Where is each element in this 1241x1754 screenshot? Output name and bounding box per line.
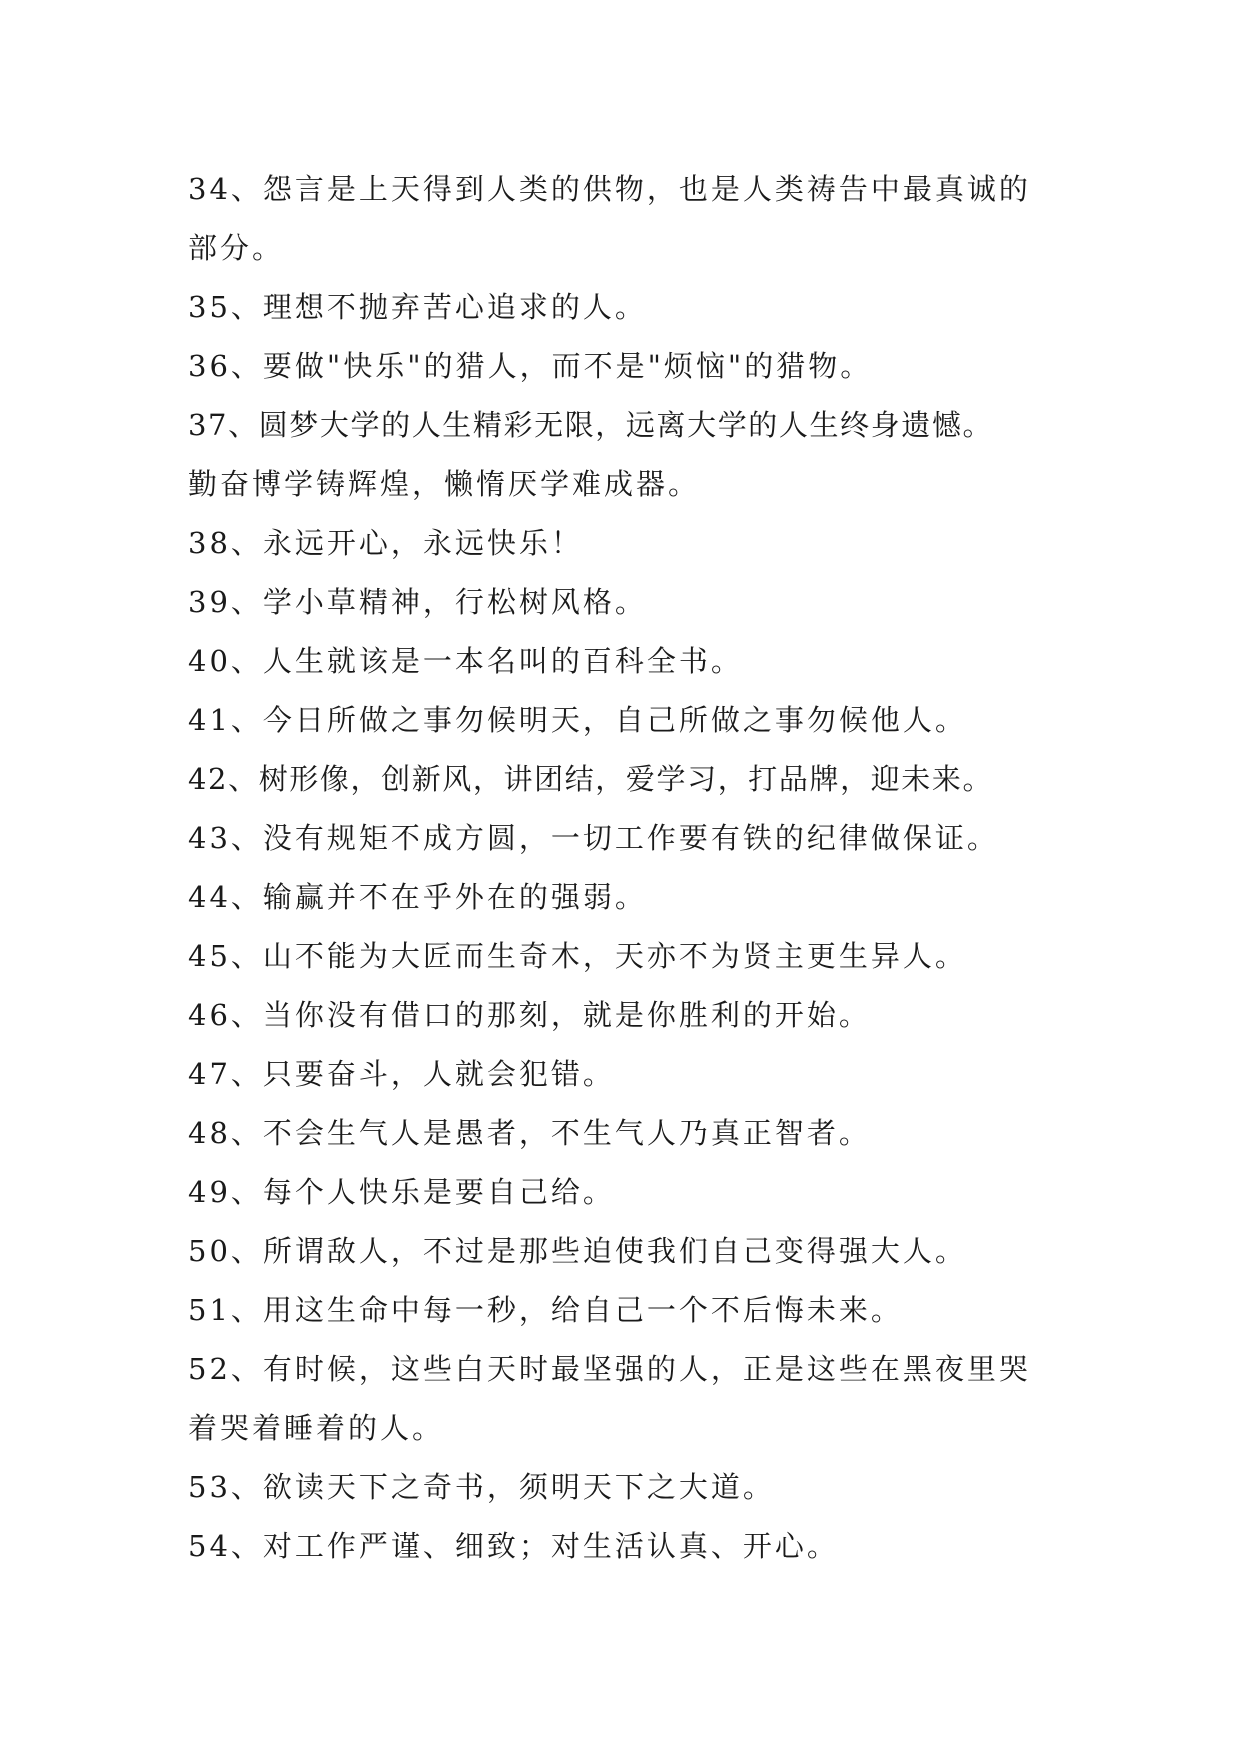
text-line: 50、所谓敌人，不过是那些迫使我们自己变得强大人。 (188, 1234, 967, 1268)
text-line: 34、怨言是上天得到人类的供物，也是人类祷告中最真诚的 (188, 172, 1031, 206)
text-line: 35、理想不抛弃苦心追求的人。 (188, 290, 647, 324)
text-line: 38、永远开心，永远快乐！ (188, 526, 583, 560)
text-line: 43、没有规矩不成方圆，一切工作要有铁的纪律做保证。 (188, 821, 999, 855)
text-line: 46、当你没有借口的那刻，就是你胜利的开始。 (188, 998, 871, 1032)
text-line: 54、对工作严谨、细致；对生活认真、开心。 (188, 1529, 839, 1563)
text-line: 42、树形像，创新风，讲团结，爱学习，打品牌，迎未来。 (188, 762, 994, 796)
text-line: 45、山不能为大匠而生奇木，天亦不为贤主更生异人。 (188, 939, 967, 973)
text-line: 部分。 (188, 231, 285, 265)
text-line: 51、用这生命中每一秒，给自己一个不后悔未来。 (188, 1293, 903, 1327)
text-line: 40、人生就该是一本名叫的百科全书。 (188, 644, 743, 678)
text-line: 48、不会生气人是愚者，不生气人乃真正智者。 (188, 1116, 871, 1150)
text-line: 着哭着睡着的人。 (188, 1411, 445, 1445)
text-line: 52、有时候，这些白天时最坚强的人，正是这些在黑夜里哭 (188, 1352, 1031, 1386)
text-line: 37、圆梦大学的人生精彩无限，远离大学的人生终身遗憾。 (188, 408, 994, 442)
text-line: 49、每个人快乐是要自己给。 (188, 1175, 615, 1209)
text-line: 44、输赢并不在乎外在的强弱。 (188, 880, 647, 914)
text-line: 41、今日所做之事勿候明天，自己所做之事勿候他人。 (188, 703, 967, 737)
text-line: 39、学小草精神，行松树风格。 (188, 585, 647, 619)
text-line: 47、只要奋斗，人就会犯错。 (188, 1057, 615, 1091)
body-text (188, 160, 1108, 1576)
text-line: 53、欲读天下之奇书，须明天下之大道。 (188, 1470, 775, 1504)
text-line: 勤奋博学铸辉煌，懒惰厌学难成器。 (188, 467, 701, 501)
text-line: 36、要做"快乐"的猎人，而不是"烦恼"的猎物。 (188, 349, 873, 383)
